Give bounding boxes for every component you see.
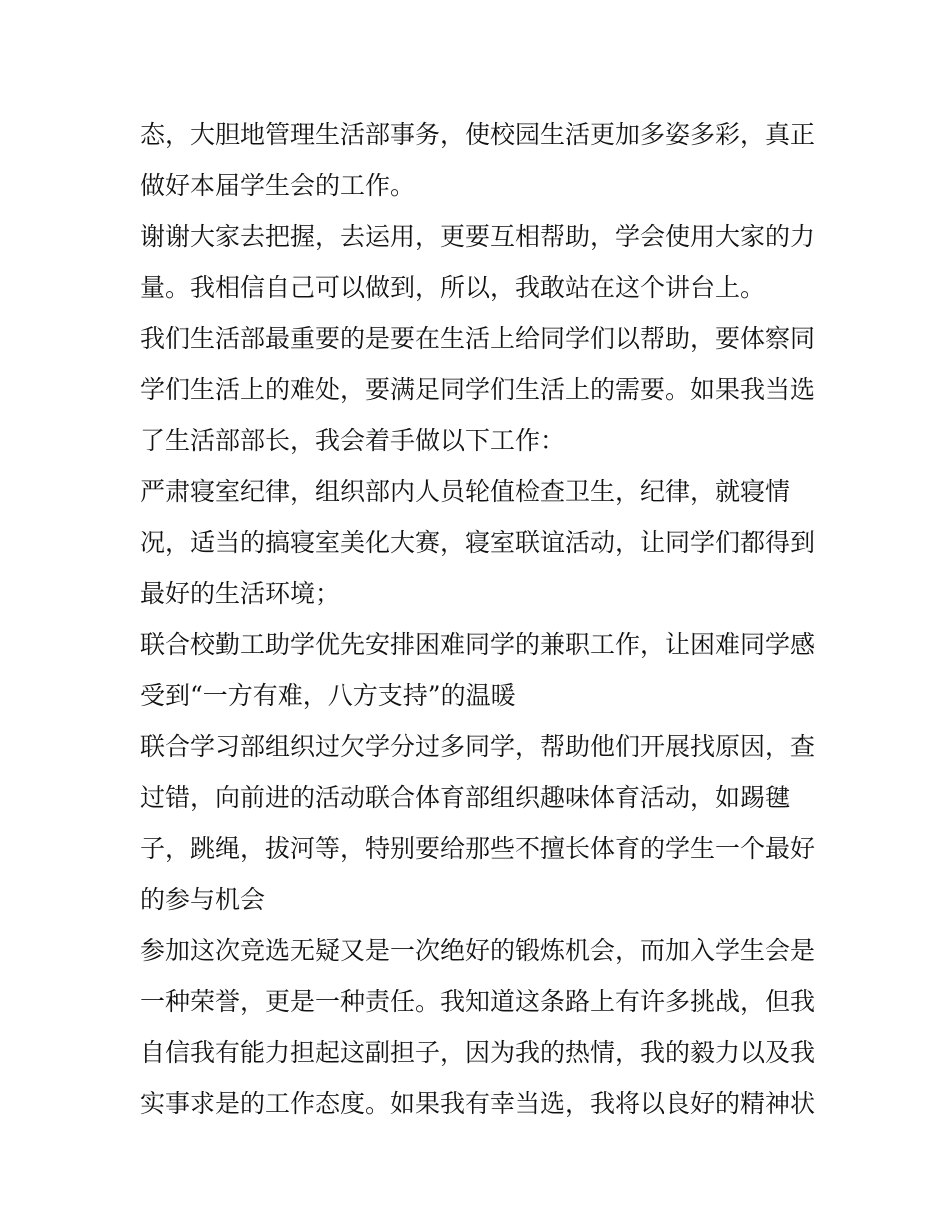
text-line: 最好的生活环境； — [140, 579, 341, 608]
text-line: 态，大胆地管理生活部事务，使校园生活更加多姿多彩，真正 — [140, 120, 816, 149]
text-line: 学们生活上的难处，要满足同学们生活上的需要。如果我当选 — [140, 375, 816, 404]
text-line: 自信我有能力担起这副担子，因为我的热情，我的毅力以及我 — [140, 1038, 816, 1067]
text-line: 我们生活部最重要的是要在生活上给同学们以帮助，要体察同 — [140, 324, 816, 353]
text-line: 联合校勤工助学优先安排困难同学的兼职工作，让困难同学感 — [140, 630, 816, 659]
text-line: 实事求是的工作态度。如果我有幸当选，我将以良好的精神状 — [140, 1089, 816, 1118]
text-line: 子，跳绳，拔河等，特别要给那些不擅长体育的学生一个最好 — [140, 834, 816, 863]
text-line: 况，适当的搞寝室美化大赛，寝室联谊活动，让同学们都得到 — [140, 528, 816, 557]
text-line: 联合学习部组织过欠学分过多同学，帮助他们开展找原因，查 — [140, 732, 816, 761]
text-line: 的参与机会 — [140, 885, 266, 914]
text-line: 谢谢大家去把握，去运用，更要互相帮助，学会使用大家的力 — [140, 222, 816, 251]
text-line: 严肃寝室纪律，组织部内人员轮值检查卫生，纪律，就寝情 — [140, 477, 791, 506]
text-line: 做好本届学生会的工作。 — [140, 171, 416, 200]
text-line: 参加这次竞选无疑又是一次绝好的锻炼机会，而加入学生会是 — [140, 936, 816, 965]
text-line: 了生活部部长，我会着手做以下工作： — [140, 426, 566, 455]
text-line: 量。我相信自己可以做到，所以，我敢站在这个讲台上。 — [140, 273, 766, 302]
text-line: 一种荣誉，更是一种责任。我知道这条路上有许多挑战，但我 — [140, 987, 816, 1016]
text-line: 受到“一方有难，八方支持”的温暖 — [140, 681, 516, 710]
text-line: 过错，向前进的活动联合体育部组织趣味体育活动，如踢毽 — [140, 783, 791, 812]
document-body — [140, 109, 820, 1129]
